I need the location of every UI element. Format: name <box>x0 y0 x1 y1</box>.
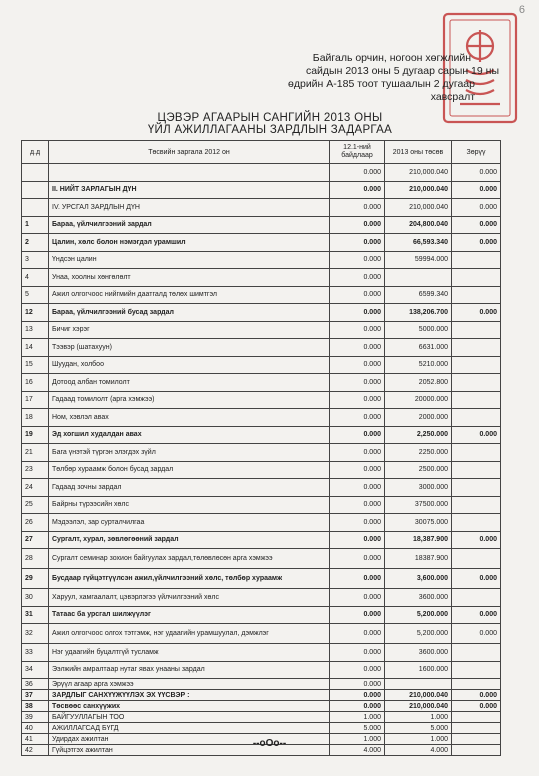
table-row <box>22 164 501 182</box>
cell-budget: 210,000.040 <box>385 199 452 217</box>
cell-name: Сургалт семинар зохион байгуулах зардал,төлөвлөсөн арга хэмжээ <box>49 549 330 569</box>
header-prev: 12.1-ний байдлаар <box>330 141 385 164</box>
cell-name: Ажил олгогчоос нийгмийн даатгалд төлөх шимтгэл <box>49 286 330 304</box>
table-row <box>22 624 501 644</box>
cell-prev: 0.000 <box>330 479 385 497</box>
cell-name: Ном, хэвлэл авах <box>49 409 330 427</box>
cell-prev: 1.000 <box>330 712 385 723</box>
cell-no: 5 <box>22 286 49 304</box>
cell-prev: 0.000 <box>330 391 385 409</box>
cell-prev: 0.000 <box>330 286 385 304</box>
cell-budget: 5000.000 <box>385 321 452 339</box>
cell-no: 2 <box>22 234 49 252</box>
cell-prev: 0.000 <box>330 356 385 374</box>
cell-name <box>49 164 330 182</box>
cell-budget: 2250.000 <box>385 444 452 462</box>
cell-no: 24 <box>22 479 49 497</box>
cell-no: 3 <box>22 251 49 269</box>
cell-budget: 18,387.900 <box>385 531 452 549</box>
cell-prev: 0.000 <box>330 624 385 644</box>
cell-diff: 0.000 <box>452 199 501 217</box>
header-diff: Зөрүү <box>452 141 501 164</box>
cell-name: Гадаад томилолт (арга хэмжээ) <box>49 391 330 409</box>
document-footer: --oOo-- <box>252 738 287 749</box>
table-row <box>22 496 501 514</box>
cell-no <box>22 199 49 217</box>
table-row <box>22 514 501 532</box>
table-row <box>22 723 501 734</box>
cell-no <box>22 164 49 182</box>
cell-no: 37 <box>22 690 49 701</box>
cell-diff: 0.000 <box>452 216 501 234</box>
cell-budget: 2500.000 <box>385 461 452 479</box>
table-row <box>22 661 501 679</box>
cell-diff <box>452 661 501 679</box>
cell-prev: 0.000 <box>330 339 385 357</box>
cell-prev: 1.000 <box>330 734 385 745</box>
cell-budget: 3000.000 <box>385 479 452 497</box>
cell-prev: 0.000 <box>330 569 385 589</box>
cell-budget: 1.000 <box>385 734 452 745</box>
cell-prev: 0.000 <box>330 374 385 392</box>
cell-no: 4 <box>22 269 49 287</box>
cell-budget: 30075.000 <box>385 514 452 532</box>
cell-diff <box>452 549 501 569</box>
cell-diff: 0.000 <box>452 181 501 199</box>
header-budget: 2013 оны төсөв <box>385 141 452 164</box>
table-row <box>22 531 501 549</box>
cell-prev: 0.000 <box>330 531 385 549</box>
cell-no: 27 <box>22 531 49 549</box>
cell-prev: 0.000 <box>330 679 385 690</box>
cell-no: 31 <box>22 606 49 624</box>
cell-prev: 0.000 <box>330 164 385 182</box>
cell-diff <box>452 479 501 497</box>
cell-prev: 0.000 <box>330 181 385 199</box>
cell-name: Ажил олгогчоос олгох тэтгэмж, нэг удаагийн урамшуулал, дэмжлэг <box>49 624 330 644</box>
cell-prev: 0.000 <box>330 549 385 569</box>
table-row <box>22 589 501 607</box>
cell-diff: 0.000 <box>452 569 501 589</box>
table-row <box>22 356 501 374</box>
cell-prev: 0.000 <box>330 199 385 217</box>
cell-prev: 5.000 <box>330 723 385 734</box>
table-row <box>22 679 501 690</box>
cell-no: 14 <box>22 339 49 357</box>
cell-prev: 0.000 <box>330 690 385 701</box>
header-no: д.д <box>22 141 49 164</box>
cell-no: 19 <box>22 426 49 444</box>
cell-name: Гүйцэтгэх ажилтан <box>49 745 330 756</box>
cell-no: 34 <box>22 661 49 679</box>
table-row <box>22 251 501 269</box>
cell-diff <box>452 374 501 392</box>
cell-budget: 5,200.000 <box>385 624 452 644</box>
cell-diff <box>452 321 501 339</box>
table-row <box>22 444 501 462</box>
cell-prev: 0.000 <box>330 701 385 712</box>
cell-name: Үндсэн цалин <box>49 251 330 269</box>
cell-name: Төлбөр хураамж болон бусад зардал <box>49 461 330 479</box>
cell-diff <box>452 589 501 607</box>
cell-budget: 5,200.000 <box>385 606 452 624</box>
cell-diff <box>452 339 501 357</box>
cell-prev: 4.000 <box>330 745 385 756</box>
cell-no: 25 <box>22 496 49 514</box>
cell-name: Сургалт, хурал, зөвлөгөөний зардал <box>49 531 330 549</box>
cell-name: БАЙГУУЛЛАГЫН ТОО <box>49 712 330 723</box>
cell-prev: 0.000 <box>330 269 385 287</box>
table-row <box>22 234 501 252</box>
cell-no: 28 <box>22 549 49 569</box>
cell-prev: 0.000 <box>330 216 385 234</box>
cell-diff <box>452 644 501 662</box>
cell-name: Эрүүл агаар арга хэмжээ <box>49 679 330 690</box>
cell-budget: 6599.340 <box>385 286 452 304</box>
cell-budget: 5.000 <box>385 723 452 734</box>
cell-no: 38 <box>22 701 49 712</box>
table-row <box>22 712 501 723</box>
cell-budget: 2,250.000 <box>385 426 452 444</box>
cell-diff: 0.000 <box>452 690 501 701</box>
cell-budget: 2052.800 <box>385 374 452 392</box>
cell-prev: 0.000 <box>330 514 385 532</box>
table-row <box>22 339 501 357</box>
cell-no: 41 <box>22 734 49 745</box>
cell-prev: 0.000 <box>330 461 385 479</box>
cell-prev: 0.000 <box>330 321 385 339</box>
cell-name: Унаа, хоолны хөнгөлөлт <box>49 269 330 287</box>
cell-no <box>22 181 49 199</box>
cell-budget <box>385 269 452 287</box>
cell-diff <box>452 391 501 409</box>
cell-budget: 2000.000 <box>385 409 452 427</box>
table-row <box>22 606 501 624</box>
cell-budget: 5210.000 <box>385 356 452 374</box>
cell-diff <box>452 409 501 427</box>
document-title-line-1: ЦЭВЭР АГААРЫН САНГИЙН 2013 ОНЫ <box>157 112 383 124</box>
cell-diff: 0.000 <box>452 701 501 712</box>
cell-prev: 0.000 <box>330 409 385 427</box>
cell-budget <box>385 679 452 690</box>
table-row <box>22 461 501 479</box>
document-header <box>259 52 499 104</box>
cell-diff: 0.000 <box>452 531 501 549</box>
cell-prev: 0.000 <box>330 644 385 662</box>
cell-no: 12 <box>22 304 49 322</box>
cell-name: Удирдах ажилтан <box>49 734 330 745</box>
cell-diff: 0.000 <box>452 304 501 322</box>
cell-name: Тээвэр (шатахуун) <box>49 339 330 357</box>
cell-prev: 0.000 <box>330 251 385 269</box>
cell-name: Бичиг хэрэг <box>49 321 330 339</box>
cell-name: Нэг удаагийн буцалтгүй тусламж <box>49 644 330 662</box>
table-row <box>22 304 501 322</box>
document-title-line-2: ҮЙЛ АЖИЛЛАГААНЫ ЗАРДЛЫН ЗАДАРГАА <box>147 124 393 136</box>
cell-diff <box>452 712 501 723</box>
cell-budget: 210,000.040 <box>385 181 452 199</box>
header-line-3: өдрийн А-185 тоот тушаалын 2 дугаар хавсралт <box>288 78 475 103</box>
cell-budget: 6631.000 <box>385 339 452 357</box>
cell-name: Шуудан, холбоо <box>49 356 330 374</box>
table-row <box>22 479 501 497</box>
cell-name: Бараа, үйлчилгээний бусад зардал <box>49 304 330 322</box>
cell-diff <box>452 679 501 690</box>
cell-no: 1 <box>22 216 49 234</box>
cell-no: 18 <box>22 409 49 427</box>
cell-no: 33 <box>22 644 49 662</box>
cell-budget: 20000.000 <box>385 391 452 409</box>
table-row <box>22 374 501 392</box>
header-name: Төсвийн заргала 2012 он <box>49 141 330 164</box>
cell-prev: 0.000 <box>330 426 385 444</box>
cell-name: IV. УРСГАЛ ЗАРДЛЫН ДҮН <box>49 199 330 217</box>
cell-name: Ээлжийн амралтаар нутаг явах унааны зардал <box>49 661 330 679</box>
cell-no: 13 <box>22 321 49 339</box>
table-row <box>22 569 501 589</box>
table-row <box>22 286 501 304</box>
cell-no: 40 <box>22 723 49 734</box>
table-row <box>22 216 501 234</box>
cell-diff <box>452 514 501 532</box>
cell-no: 42 <box>22 745 49 756</box>
cell-diff <box>452 286 501 304</box>
cell-budget: 3600.000 <box>385 644 452 662</box>
cell-name: II. НИЙТ ЗАРЛАГЫН ДҮН <box>49 181 330 199</box>
cell-no: 26 <box>22 514 49 532</box>
cell-budget: 138,206.700 <box>385 304 452 322</box>
table-row <box>22 644 501 662</box>
cell-budget: 3600.000 <box>385 589 452 607</box>
page-number: 6 <box>518 4 525 16</box>
cell-name: Бага үнэтэй түргэн элэгдэх зүйл <box>49 444 330 462</box>
cell-diff: 0.000 <box>452 426 501 444</box>
cell-budget: 210,000.040 <box>385 701 452 712</box>
table-row <box>22 391 501 409</box>
cell-diff: 0.000 <box>452 234 501 252</box>
cell-name: Татаас ба урсгал шилжүүлэг <box>49 606 330 624</box>
header-line-1: Байгаль орчин, ногоон хөгжлийн <box>312 52 471 64</box>
cell-name: Гадаад зочны зардал <box>49 479 330 497</box>
cell-name: ЗАРДЛЫГ САНХҮҮЖҮҮЛЭХ ЭХ ҮҮСВЭР : <box>49 690 330 701</box>
cell-prev: 0.000 <box>330 661 385 679</box>
cell-budget: 3,600.000 <box>385 569 452 589</box>
cell-diff: 0.000 <box>452 624 501 644</box>
cell-name: Мэдээлэл, зар сурталчилгаа <box>49 514 330 532</box>
cell-budget: 204,800.040 <box>385 216 452 234</box>
cell-diff <box>452 269 501 287</box>
cell-name: Бараа, үйлчилгээний зардал <box>49 216 330 234</box>
cell-budget: 4.000 <box>385 745 452 756</box>
table-row <box>22 690 501 701</box>
cell-name: Төсвөөс санхүүжих <box>49 701 330 712</box>
cell-budget: 59994.000 <box>385 251 452 269</box>
cell-no: 15 <box>22 356 49 374</box>
cell-budget: 1.000 <box>385 712 452 723</box>
cell-budget: 37500.000 <box>385 496 452 514</box>
table-row <box>22 269 501 287</box>
header-line-2: сайдын 2013 оны 5 дугаар сарын 19 ны <box>305 65 499 77</box>
cell-name: Харуул, хамгаалалт, цэвэрлэгээ үйлчилгээний хөлс <box>49 589 330 607</box>
cell-name: Бусдаар гүйцэтгүүлсэн ажил,үйлчилгээний хөлс, төлбөр хураамж <box>49 569 330 589</box>
cell-no: 23 <box>22 461 49 479</box>
cell-diff <box>452 444 501 462</box>
cell-diff <box>452 251 501 269</box>
cell-prev: 0.000 <box>330 589 385 607</box>
cell-prev: 0.000 <box>330 606 385 624</box>
cell-diff <box>452 723 501 734</box>
cell-budget: 18387.900 <box>385 549 452 569</box>
table-row <box>22 701 501 712</box>
cell-diff: 0.000 <box>452 606 501 624</box>
table-row <box>22 426 501 444</box>
cell-prev: 0.000 <box>330 444 385 462</box>
cell-no: 21 <box>22 444 49 462</box>
cell-no: 39 <box>22 712 49 723</box>
cell-name: Цалин, хөлс болон нэмэгдэл урамшил <box>49 234 330 252</box>
cell-name: Дотоод албан томилолт <box>49 374 330 392</box>
cell-prev: 0.000 <box>330 496 385 514</box>
cell-name: Эд хогшил худалдан авах <box>49 426 330 444</box>
cell-no: 30 <box>22 589 49 607</box>
cell-diff <box>452 356 501 374</box>
cell-no: 17 <box>22 391 49 409</box>
cell-diff: 0.000 <box>452 164 501 182</box>
cell-diff <box>452 496 501 514</box>
cell-no: 32 <box>22 624 49 644</box>
cell-budget: 210,000.040 <box>385 690 452 701</box>
table-row <box>22 199 501 217</box>
table-row <box>22 409 501 427</box>
table-row <box>22 549 501 569</box>
expense-table <box>21 140 501 756</box>
cell-prev: 0.000 <box>330 304 385 322</box>
table-row <box>22 321 501 339</box>
table-header-row <box>22 141 501 164</box>
cell-prev: 0.000 <box>330 234 385 252</box>
cell-no: 16 <box>22 374 49 392</box>
cell-no: 29 <box>22 569 49 589</box>
cell-diff <box>452 461 501 479</box>
cell-name: АЖИЛЛАГСАД БҮГД <box>49 723 330 734</box>
cell-budget: 66,593.340 <box>385 234 452 252</box>
cell-budget: 1600.000 <box>385 661 452 679</box>
table-row <box>22 181 501 199</box>
cell-name: Байрны түрээсийн хөлс <box>49 496 330 514</box>
cell-no: 36 <box>22 679 49 690</box>
cell-budget: 210,000.040 <box>385 164 452 182</box>
